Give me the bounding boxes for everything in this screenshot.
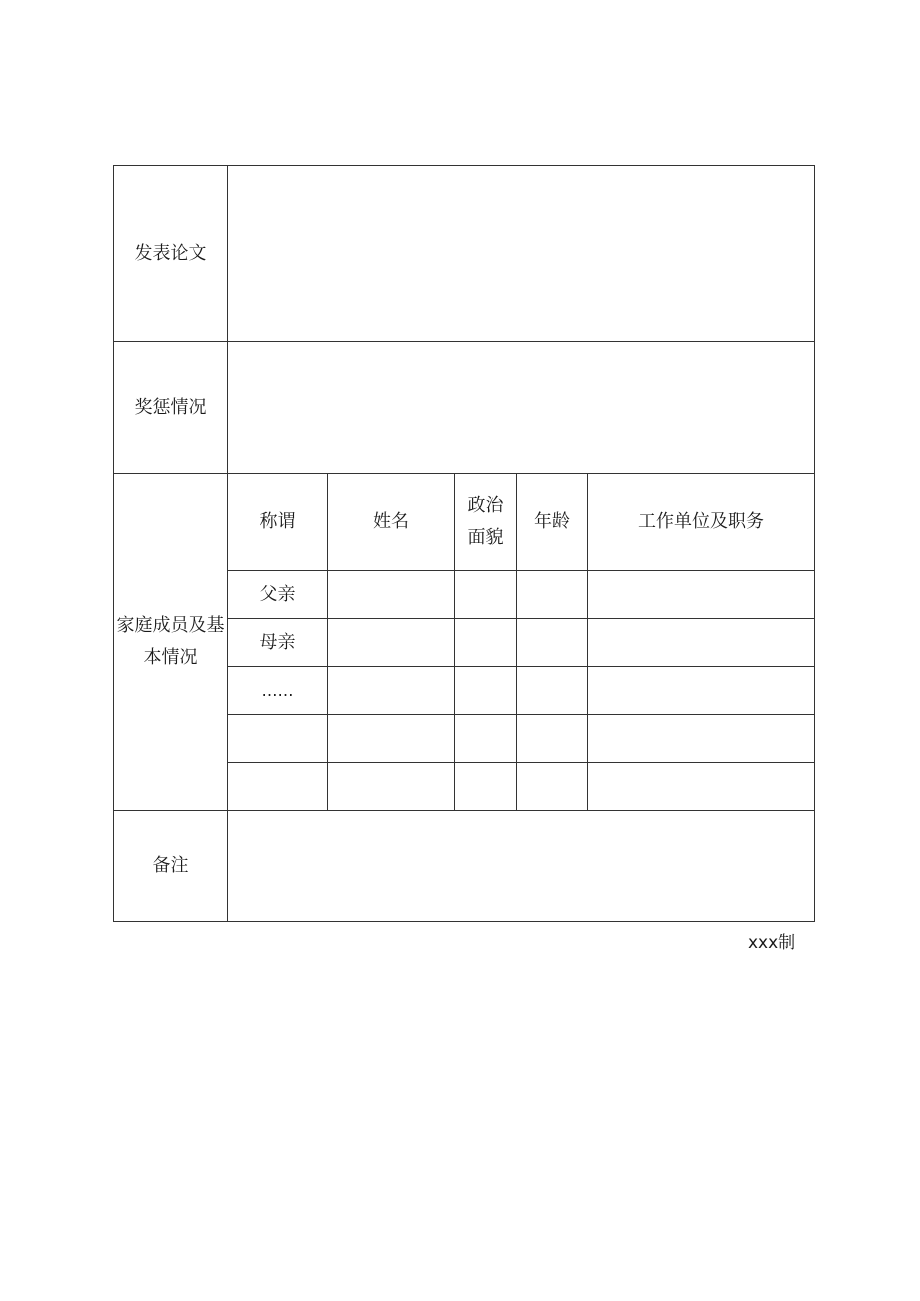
family-relation-cell[interactable] [228, 763, 328, 811]
family-political-cell[interactable] [455, 715, 517, 763]
papers-label: 发表论文 [114, 166, 228, 342]
family-age-cell[interactable] [517, 667, 588, 715]
header-name: 姓名 [328, 474, 455, 571]
family-name-cell[interactable] [328, 619, 455, 667]
family-name-cell[interactable] [328, 667, 455, 715]
family-relation-cell: 母亲 [228, 619, 328, 667]
family-relation-cell: 父亲 [228, 571, 328, 619]
family-name-cell[interactable] [328, 571, 455, 619]
family-employer-cell[interactable] [588, 667, 815, 715]
awards-content-cell[interactable] [228, 342, 815, 474]
family-header-row [114, 474, 815, 571]
family-relation-cell: …… [228, 667, 328, 715]
issuer-mark: xxx制 [748, 933, 796, 953]
family-age-cell[interactable] [517, 715, 588, 763]
papers-row [114, 166, 815, 342]
notes-row [114, 811, 815, 922]
family-label: 家庭成员及基本情况 [114, 474, 228, 811]
family-age-cell[interactable] [517, 571, 588, 619]
header-political-line1: 政治 [467, 495, 504, 516]
header-relation: 称谓 [228, 474, 328, 571]
family-political-cell[interactable] [455, 763, 517, 811]
awards-label: 奖惩情况 [114, 342, 228, 474]
family-relation-cell[interactable] [228, 715, 328, 763]
family-age-cell[interactable] [517, 763, 588, 811]
family-name-cell[interactable] [328, 763, 455, 811]
personal-info-form-table [113, 165, 815, 922]
header-employer: 工作单位及职务 [588, 474, 815, 571]
notes-label: 备注 [114, 811, 228, 922]
header-age: 年龄 [517, 474, 588, 571]
family-employer-cell[interactable] [588, 715, 815, 763]
header-political-status [455, 474, 517, 571]
family-employer-cell[interactable] [588, 619, 815, 667]
family-name-cell[interactable] [328, 715, 455, 763]
family-political-cell[interactable] [455, 667, 517, 715]
family-employer-cell[interactable] [588, 763, 815, 811]
family-employer-cell[interactable] [588, 571, 815, 619]
family-political-cell[interactable] [455, 571, 517, 619]
awards-row [114, 342, 815, 474]
papers-content-cell[interactable] [228, 166, 815, 342]
family-political-cell[interactable] [455, 619, 517, 667]
header-political-line2: 面貌 [467, 527, 504, 548]
notes-content-cell[interactable] [228, 811, 815, 922]
family-age-cell[interactable] [517, 619, 588, 667]
